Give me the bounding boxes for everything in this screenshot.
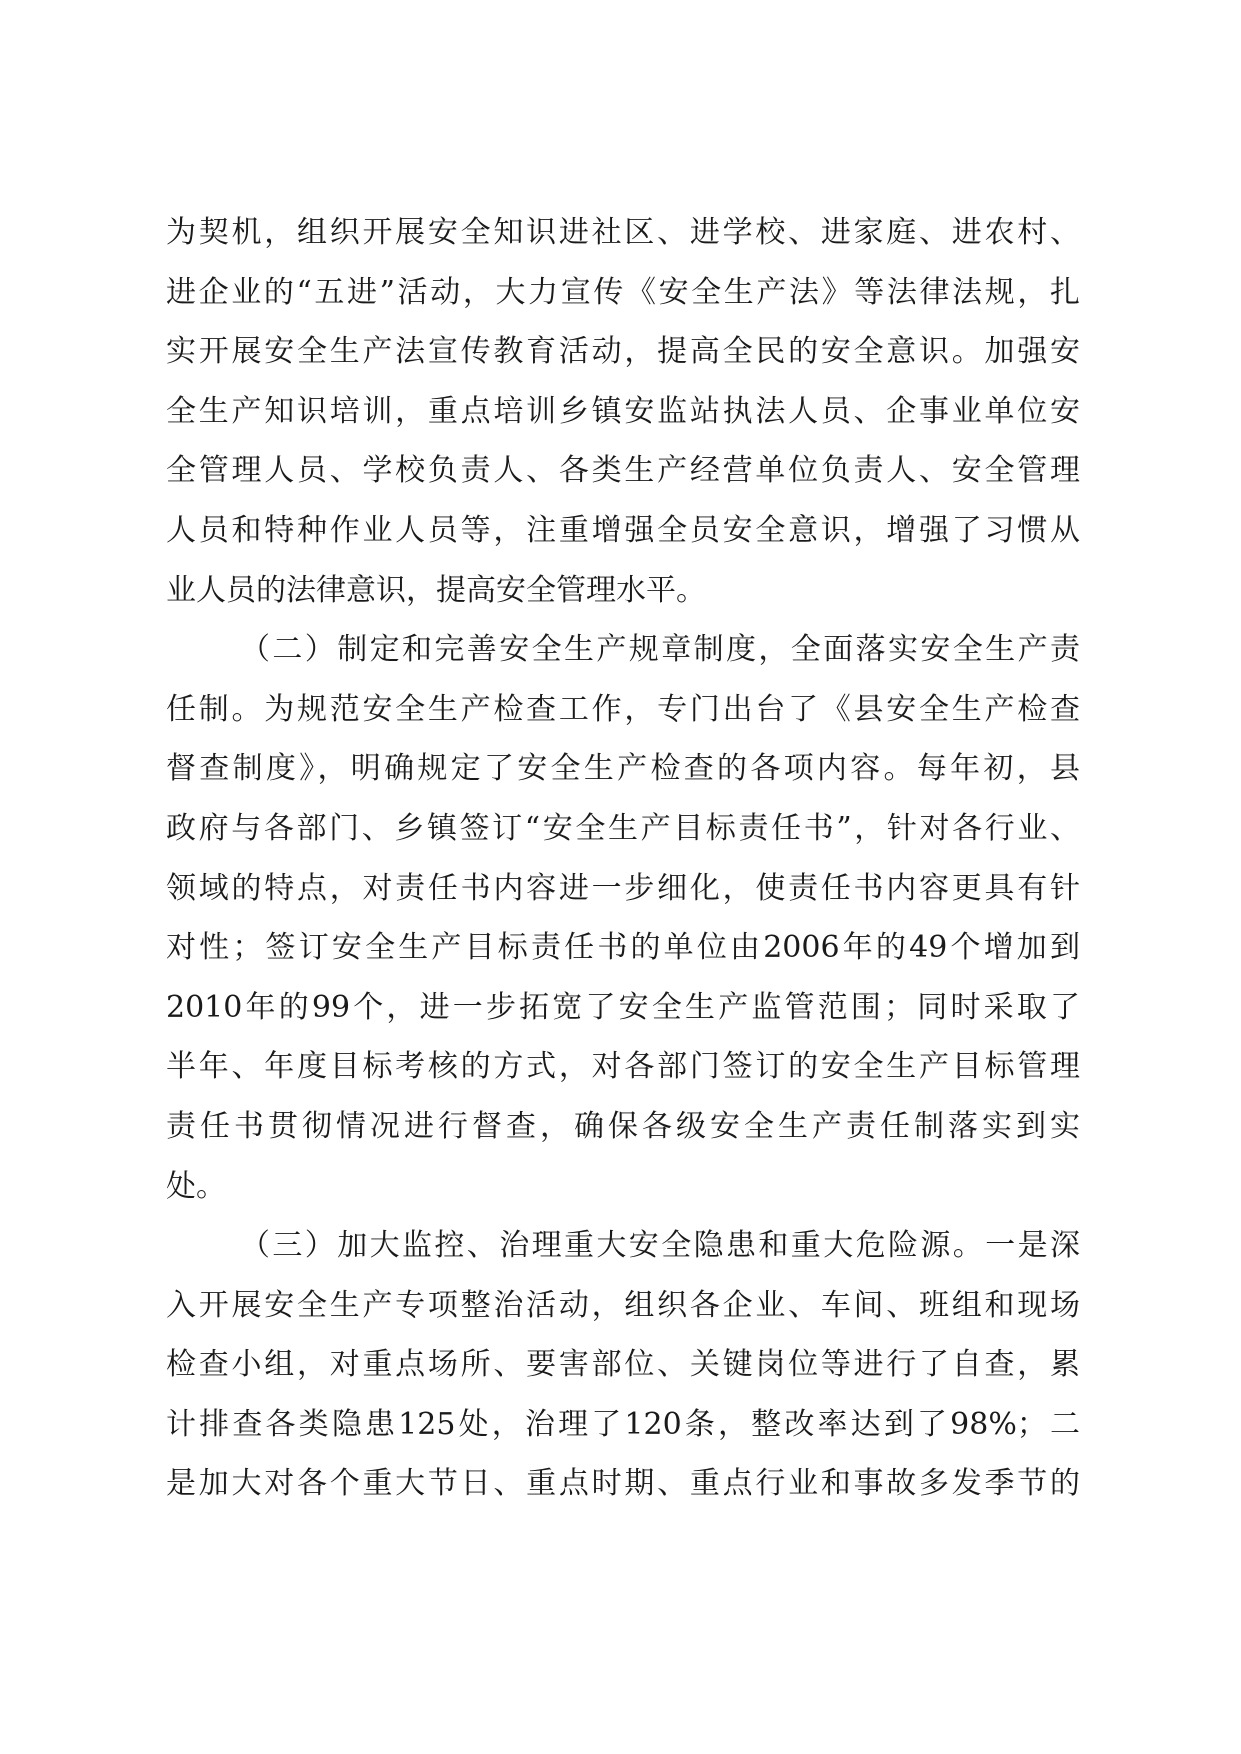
text-line: （二）制定和完善安全生产规章制度，全面落实安全生产责: [240, 632, 1080, 668]
document-body: [166, 203, 1080, 1514]
text-line: 全管理人员、学校负责人、各类生产经营单位负责人、安全管理: [166, 453, 1080, 489]
text-line: 实开展安全生产法宣传教育活动，提高全民的安全意识。加强安: [166, 334, 1080, 370]
text-line: 人员和特种作业人员等，注重增强全员安全意识，增强了习惯从: [166, 512, 1080, 548]
text-line: 处。: [166, 1168, 226, 1204]
text-line: 入开展安全生产专项整治活动，组织各企业、车间、班组和现场: [166, 1287, 1080, 1323]
text-line: 对性；签订安全生产目标责任书的单位由2006年的49个增加到: [166, 930, 1080, 966]
text-line: 为契机，组织开展安全知识进社区、进学校、进家庭、进农村、: [166, 215, 1080, 250]
text-line: 领域的特点，对责任书内容进一步细化，使责任书内容更具有针: [166, 870, 1080, 906]
paragraph-1: [166, 203, 1080, 620]
paragraph-3: [166, 1216, 1080, 1514]
text-line: 责任书贯彻情况进行督查，确保各级安全生产责任制落实到实: [166, 1108, 1080, 1144]
text-line: 任制。为规范安全生产检查工作，专门出台了《县安全生产检查: [166, 691, 1080, 727]
text-line: 进企业的“五进”活动，大力宣传《安全生产法》等法律法规，扎: [166, 274, 1080, 310]
text-line: 业人员的法律意识，提高安全管理水平。: [166, 572, 706, 608]
text-line: 检查小组，对重点场所、要害部位、关键岗位等进行了自查，累: [166, 1347, 1080, 1383]
text-line: 督查制度》，明确规定了安全生产检查的各项内容。每年初，县: [166, 751, 1080, 787]
text-line: 全生产知识培训，重点培训乡镇安监站执法人员、企事业单位安: [166, 393, 1080, 429]
text-line: 2010年的99个，进一步拓宽了安全生产监管范围；同时采取了: [166, 989, 1080, 1025]
text-line: （三）加大监控、治理重大安全隐患和重大危险源。一是深: [240, 1228, 1080, 1264]
text-line: 计排查各类隐患125处，治理了120条，整改率达到了98%；二: [166, 1406, 1080, 1442]
paragraph-2: [166, 620, 1080, 1216]
text-line: 是加大对各个重大节日、重点时期、重点行业和事故多发季节的: [166, 1466, 1080, 1502]
text-line: 半年、年度目标考核的方式，对各部门签订的安全生产目标管理: [166, 1049, 1080, 1085]
text-line: 政府与各部门、乡镇签订“安全生产目标责任书”，针对各行业、: [166, 810, 1080, 846]
